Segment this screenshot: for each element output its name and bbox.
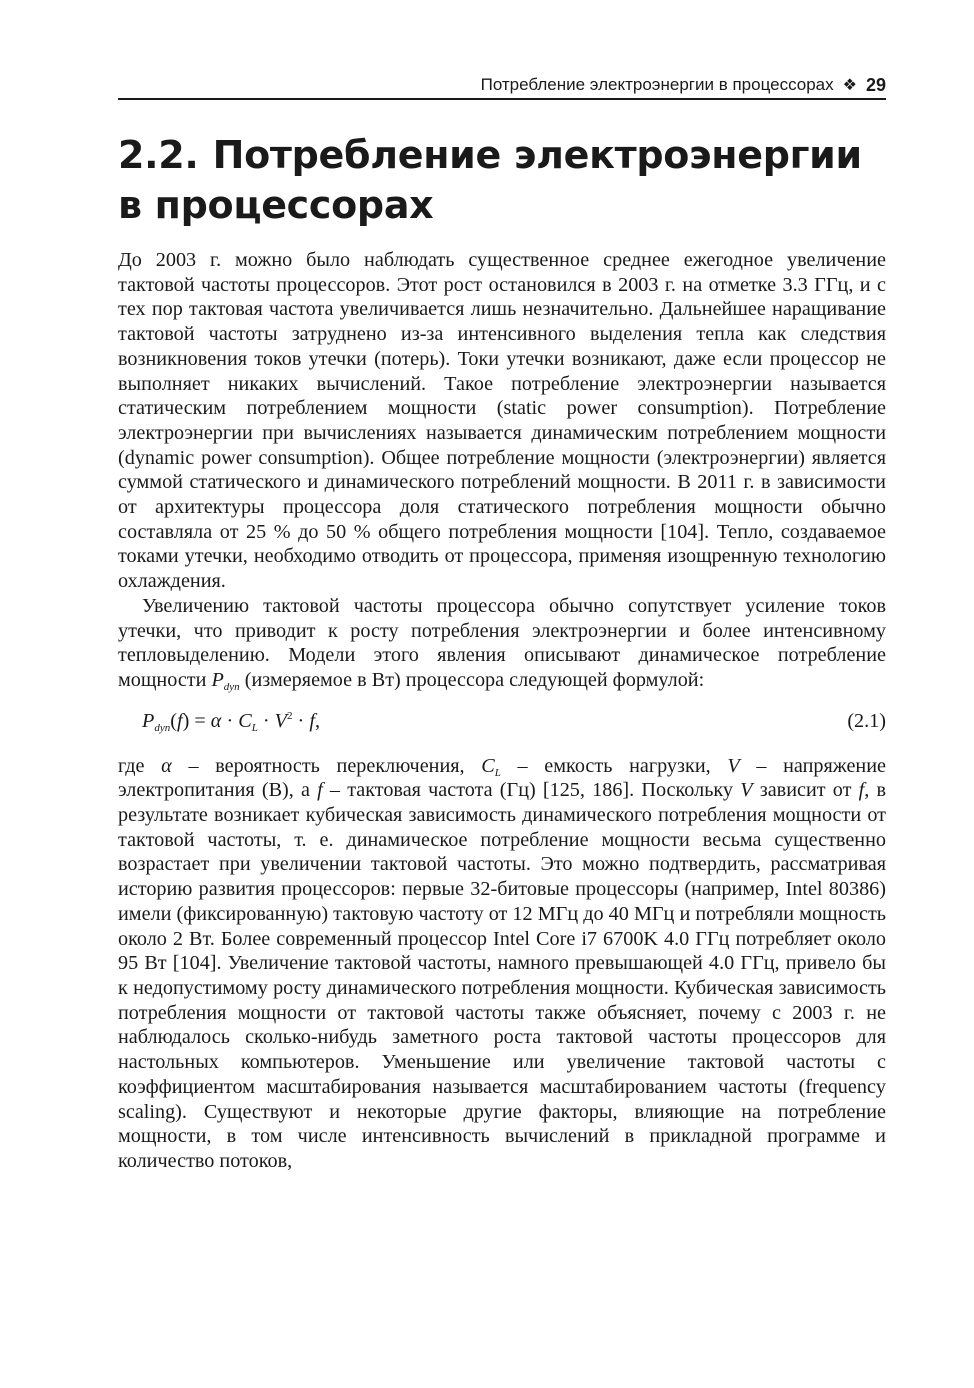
section-heading	[118, 130, 878, 230]
p3-text-6: зависит от	[752, 779, 859, 802]
p3-c: C	[481, 754, 495, 777]
eq-dot-3: ·	[292, 710, 310, 733]
section-title-part-1: Потребление электроэнергии	[212, 133, 862, 177]
eq-dot-1: ·	[221, 710, 239, 733]
equation-number: (2.1)	[847, 710, 886, 733]
section-heading-line-1	[118, 130, 878, 180]
paragraph-2	[118, 594, 886, 693]
eq-trailing-comma: ,	[314, 710, 320, 733]
p3-text-2: – вероятность переключения,	[171, 754, 482, 777]
eq-arg-f: f	[176, 710, 183, 733]
p3-alpha: α	[161, 754, 172, 777]
var-p-main: P	[211, 668, 224, 691]
page-number: 29	[865, 74, 886, 95]
ornament-separator-icon: ❖	[842, 77, 857, 94]
eq-p-subscript: dyn	[154, 722, 171, 735]
p3-v-1: V	[727, 754, 740, 777]
section-title-part-2: в процессорах	[118, 183, 434, 227]
running-header	[118, 72, 886, 100]
var-p-subscript: dyn	[223, 680, 240, 693]
eq-argument: (f)	[170, 710, 190, 733]
p3-f-2: f	[858, 779, 865, 802]
p3-text-5: – тактовая частота (Гц) [125, 186]. Поскольку	[322, 779, 741, 802]
var-p-dyn	[211, 669, 239, 691]
running-header-title: Потребление электроэнергии в процессорах	[480, 75, 834, 94]
eq-f: f	[309, 710, 315, 733]
eq-alpha: α	[210, 710, 222, 733]
eq-equals: =	[189, 710, 211, 733]
p3-c-subscript: L	[494, 766, 501, 779]
body-text	[118, 248, 886, 1174]
eq-v: V	[274, 710, 287, 733]
p3-text-7: , в результате возникает кубическая зависимость динамического потребления мощности от тактовой частоты, т. е. динамическое потребление мощности весьма существенно возрастает при увеличении тактовой частоты. Это можно подтвердить, рассматривая историю развития процессоров: первые 32-битовые процессоры (например, Intel 80386) имели (фиксированную) тактовую частоту от 12 МГц до 40 МГц и потребляли мощность около 2 Вт. Более современный процессор Intel Core i7 6700K 4.0 ГГц потребляет около 95 Вт [104]. Увеличение тактовой частоты, намного превышающей 4.0 ГГц, привело бы к недопустимому росту динамического потребления мощности. Кубическая зависимость потребления мощности от тактовой частоты также объясняет, почему с 2003 г. не наблюдалось сколько-нибудь заметного роста тактовой частоты процессоров для настольных компьютеров. Уменьшение или увеличение тактовой частоты с коэффициентом масштабирования называется масштабированием частоты (frequency scaling). Существуют и некоторые другие факторы, влияющие на потребление мощности, в том числе интенсивность вычислений в прикладной программе и количество потоков,	[118, 779, 886, 1172]
paragraph-1: До 2003 г. можно было наблюдать существенное среднее ежегодное увеличение тактовой частоты процессоров. Этот рост остановился в 2003 г. на отметке 3.3 ГГц, и с тех пор тактовая частота увеличивается лишь незначительно. Дальнейшее наращивание тактовой частоты затруднено из-за интенсивного выделения тепла как следствия возникновения токов утечки (потерь). Токи утечки возникают, даже если процессор не выполняет никаких вычислений. Такое потребление электроэнергии называется статическим потреблением мощности (static power consumption). Потребление электроэнергии при вычислениях называется динамическим потреблением мощности (dynamic power consumption). Общее потребление мощности (электроэнергии) является суммой статического и динамического потреблений мощности. В 2011 г. в зависимости от архитектуры процессора доля статического потребления мощности обычно составляла от 25 % до 50 % общего потребления мощности [104]. Тепло, создаваемое токами утечки, необходимо отводить от процессора, применяя изощренную технологию охлаждения.	[118, 249, 886, 593]
paragraph-2-text-b: (измеряемое в Вт) процессора следующей формулой:	[239, 668, 705, 691]
p3-text-3: – емкость нагрузки,	[500, 754, 728, 777]
section-number: 2.2.	[118, 133, 199, 177]
eq-c-subscript: L	[251, 722, 258, 735]
p3-c-l	[481, 755, 501, 777]
eq-p: P	[142, 710, 155, 733]
eq-dot-2: ·	[257, 710, 275, 733]
p3-text-1: где	[118, 754, 162, 777]
equation-expression	[142, 709, 320, 734]
paragraph-2-text-a: Увеличению тактовой частоты процессора обычно сопутствует усиление токов утечки, что приводит к росту потребления электроэнергии и более интенсивному тепловыделению. Модели этого явления описывают динамическое потребление мощности	[118, 594, 886, 691]
paragraph-3	[118, 754, 886, 1174]
eq-v-superscript: 2	[287, 710, 293, 723]
p3-v-2: V	[740, 779, 753, 802]
eq-c: C	[238, 710, 252, 733]
equation-2-1	[118, 700, 886, 744]
p3-text-4: – напряжение электропитания (В), а	[118, 754, 886, 802]
p3-f-1: f	[317, 779, 323, 802]
